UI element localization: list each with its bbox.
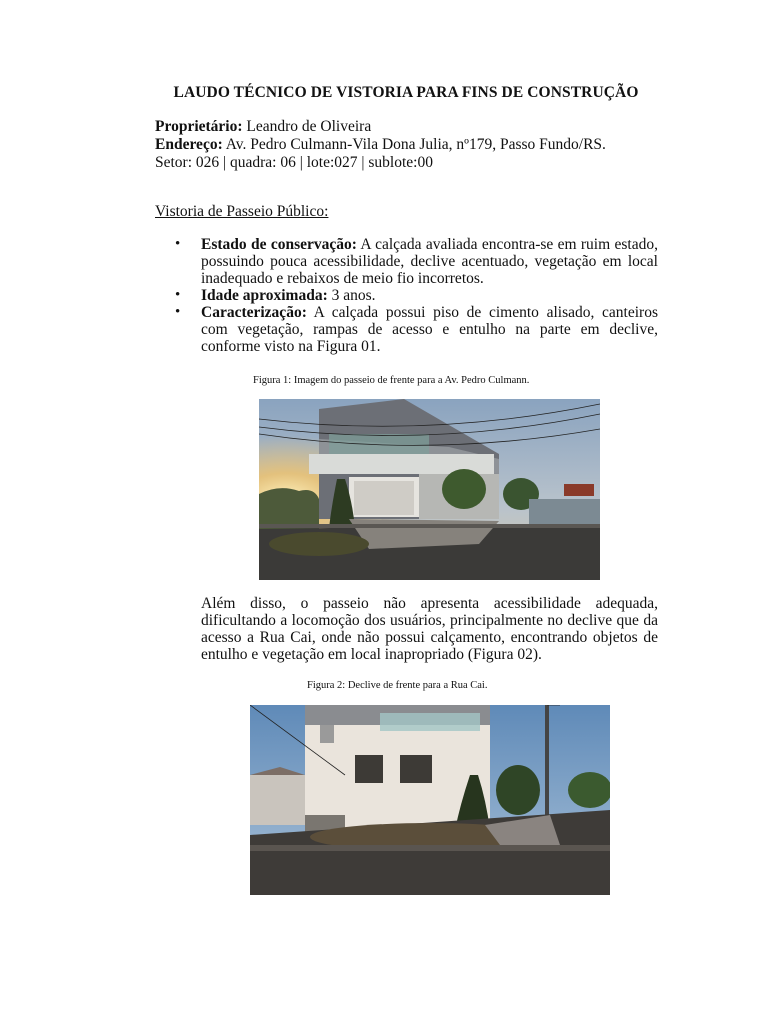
bullet-icon: • <box>175 287 181 303</box>
owner-line <box>155 118 606 136</box>
figure-2-caption: Figura 2: Declive de frente para a Rua Cai. <box>307 680 488 691</box>
inspection-list <box>155 236 658 355</box>
address-label: Endereço: <box>155 136 223 153</box>
owner-value: Leandro de Oliveira <box>242 118 372 135</box>
address-line <box>155 136 606 154</box>
item-text: A calçada possui piso de cimento alisado, canteiros com vegetação, rampas de acesso e entulho na parte em declive, conforme visto na Figura 01. <box>201 304 658 355</box>
item-text: A calçada avaliada encontra-se em ruim estado, possuindo pouca acessibilidade, declive acentuado, vegetação em local inadequado e rebaixos de meio fio incorretos. <box>201 236 658 287</box>
owner-label: Proprietário: <box>155 118 243 135</box>
list-item <box>155 304 658 355</box>
list-item <box>155 287 658 304</box>
item-label: Estado de conservação: <box>201 236 357 253</box>
body-paragraph: Além disso, o passeio não apresenta acessibilidade adequada, dificultando a locomoção dos usuários, principalmente no declive que da acesso a Rua Cai, onde não possui calçamento, encontrando objetos de entulho e vegetação em local inapropriado (Figura 02). <box>201 595 658 663</box>
figure-1-photo <box>259 399 600 580</box>
sector-line: Setor: 026 | quadra: 06 | lote:027 | sublote:00 <box>155 154 433 171</box>
item-text: 3 anos. <box>327 287 376 304</box>
address-value: Av. Pedro Culmann-Vila Dona Julia, nº179, Passo Fundo/RS. <box>222 136 606 153</box>
bullet-icon: • <box>175 236 181 252</box>
item-label: Idade aproximada: <box>201 287 328 304</box>
item-label: Caracterização: <box>201 304 307 321</box>
bullet-icon: • <box>175 304 181 320</box>
document-title: LAUDO TÉCNICO DE VISTORIA PARA FINS DE CONSTRUÇÃO <box>173 84 639 101</box>
figure-2-photo <box>250 705 610 895</box>
list-item <box>155 236 658 287</box>
section-title: Vistoria de Passeio Público: <box>155 203 329 220</box>
property-info <box>155 118 606 172</box>
figure-1-caption: Figura 1: Imagem do passeio de frente para a Av. Pedro Culmann. <box>253 375 530 386</box>
